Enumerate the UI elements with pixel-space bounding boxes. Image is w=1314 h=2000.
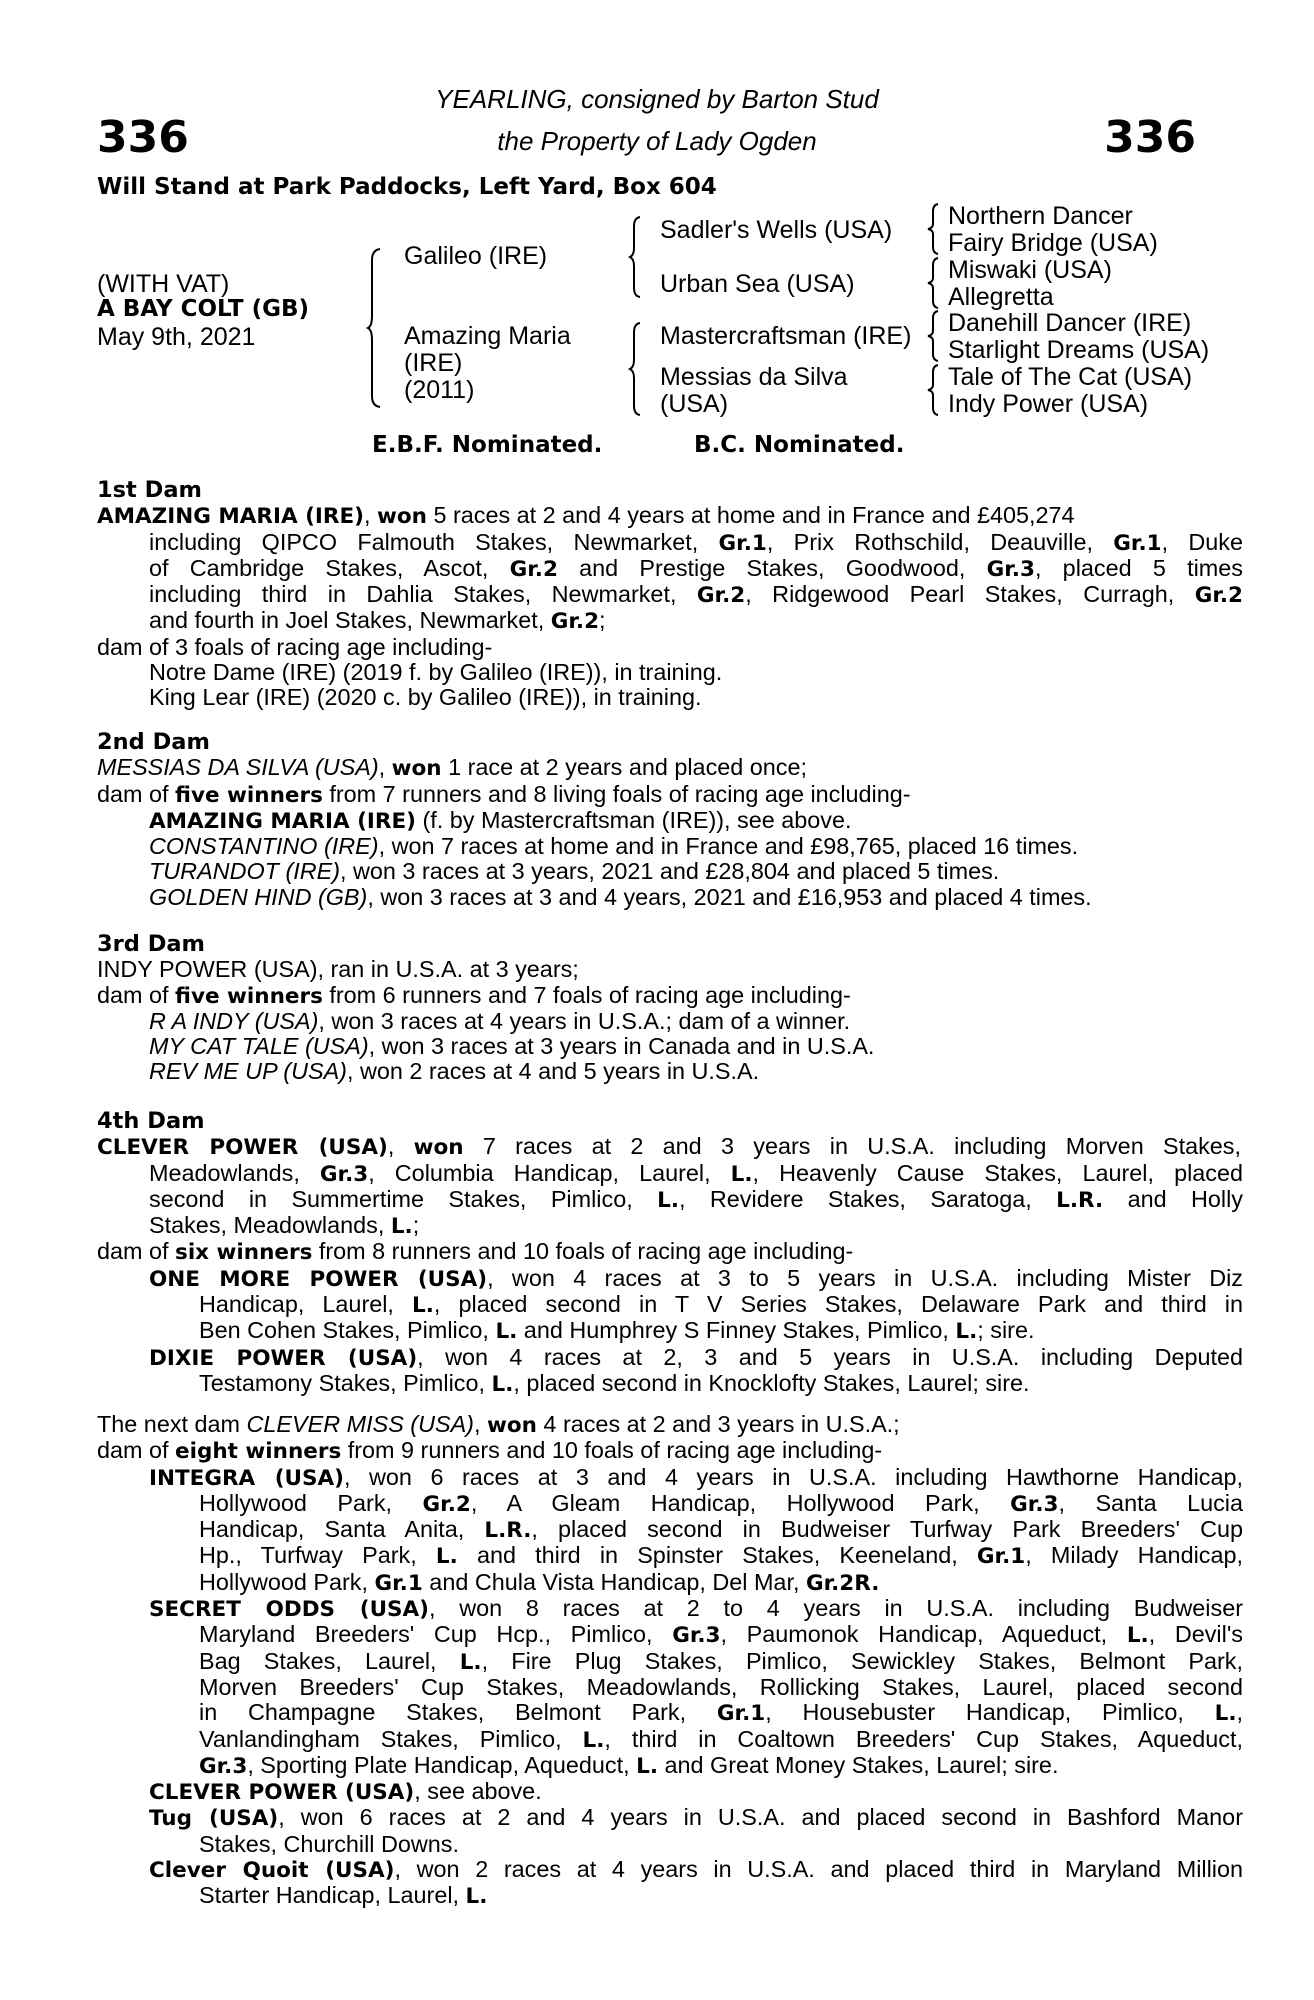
text-line: dam of five winners from 6 runners and 7 foals of racing age including- xyxy=(97,981,851,1009)
text-line: Gr.3, Sporting Plate Handicap, Aqueduct, L. and Great Money Stakes, Laurel; sire. xyxy=(199,1751,1059,1779)
text-line: MESSIAS DA SILVA (USA), won 1 race at 2 years and placed once; xyxy=(97,754,807,782)
text-line: Testamony Stakes, Pimlico, L., placed second in Knocklofty Stakes, Laurel; sire. xyxy=(199,1369,1030,1397)
text-line: Handicap, Laurel, L., placed second in T V Series Stakes, Delaware Park and third in xyxy=(199,1291,1244,1319)
text-line: Maryland Breeders' Cup Hcp., Pimlico, Gr.3, Paumonok Handicap, Aqueduct, L., Devil's xyxy=(199,1621,1243,1649)
text-line: The next dam CLEVER MISS (USA), won 4 races at 2 and 3 years in U.S.A.; xyxy=(97,1411,900,1438)
text-line: AMAZING MARIA (IRE), won 5 races at 2 and 4 years at home and in France and £405,274 xyxy=(97,502,1075,530)
text-line: Hollywood Park, Gr.1 and Chula Vista Handicap, Del Mar, Gr.2R. xyxy=(199,1568,880,1596)
ggp-7: Tale of The Cat (USA) xyxy=(948,363,1193,391)
text-line: King Lear (IRE) (2020 c. by Galileo (IRE)), in training. xyxy=(149,684,702,711)
fourth-dam-section xyxy=(97,1109,1243,1397)
next-dam-section xyxy=(97,1412,1243,1910)
text-line: Handicap, Santa Anita, L.R., placed second in Budweiser Turfway Park Breeders' Cup xyxy=(199,1516,1243,1544)
bracket-main xyxy=(368,248,384,408)
granddam-dam-1: Messias da Silva xyxy=(660,363,848,391)
ggp-4: Allegretta xyxy=(948,283,1054,311)
granddam-dam-2: (USA) xyxy=(660,390,729,418)
text-line: ONE MORE POWER (USA), won 4 races at 3 to 5 years in U.S.A. including Mister Diz xyxy=(149,1264,1243,1292)
first-dam-section xyxy=(97,478,1243,711)
text-line: Ben Cohen Stakes, Pimlico, L. and Humphrey S Finney Stakes, Pimlico, L.; sire. xyxy=(199,1317,1035,1345)
text-line: Hp., Turfway Park, L. and third in Spinster Stakes, Keeneland, Gr.1, Milady Handicap, xyxy=(199,1542,1243,1570)
grandsire-dam: Mastercraftsman (IRE) xyxy=(660,322,912,350)
bracket-ggp-4 xyxy=(928,364,942,416)
dam-name-1: Amazing Maria xyxy=(404,322,571,350)
text-line: including third in Dahlia Stakes, Newmarket, Gr.2, Ridgewood Pearl Stakes, Curragh, Gr.2 xyxy=(149,581,1243,609)
text-line: dam of six winners from 8 runners and 10 foals of racing age including- xyxy=(97,1238,854,1266)
bracket-ggp-3 xyxy=(928,310,942,362)
ggp-6: Starlight Dreams (USA) xyxy=(948,336,1210,364)
ggp-1: Northern Dancer xyxy=(948,202,1133,230)
text-line: INDY POWER (USA), ran in U.S.A. at 3 years; xyxy=(97,956,579,983)
bracket-ggp-2 xyxy=(928,257,942,309)
text-line: R A INDY (USA), won 3 races at 4 years in U.S.A.; dam of a winner. xyxy=(149,1007,851,1034)
lot-number-right: 336 xyxy=(1104,112,1196,163)
text-line: CLEVER POWER (USA), see above. xyxy=(149,1778,542,1806)
dam-year: (2011) xyxy=(404,376,475,404)
text-line: TURANDOT (IRE), won 3 races at 3 years, 2021 and £28,804 and placed 5 times. xyxy=(149,858,1000,885)
text-line: DIXIE POWER (USA), won 4 races at 2, 3 and 5 years in U.S.A. including Deputed xyxy=(149,1343,1243,1371)
text-line: of Cambridge Stakes, Ascot, Gr.2 and Prestige Stakes, Goodwood, Gr.3, placed 5 times xyxy=(149,554,1243,582)
text-line: Vanlandingham Stakes, Pimlico, L., third in Coaltown Breeders' Cup Stakes, Aqueduct, xyxy=(199,1725,1243,1753)
text-line: Hollywood Park, Gr.2, A Gleam Handicap, Hollywood Park, Gr.3, Santa Lucia xyxy=(199,1489,1244,1517)
ggp-2: Fairy Bridge (USA) xyxy=(948,229,1158,257)
text-line: Morven Breeders' Cup Stakes, Meadowlands, Rollicking Stakes, Laurel, placed second xyxy=(199,1673,1243,1700)
granddam-sire: Urban Sea (USA) xyxy=(660,270,855,298)
dam-name-2: (IRE) xyxy=(404,349,463,377)
ebf-nominated: E.B.F. Nominated. xyxy=(372,432,603,458)
second-dam-section xyxy=(97,730,1092,910)
text-line: GOLDEN HIND (GB), won 3 races at 3 and 4 years, 2021 and £16,953 and placed 4 times. xyxy=(149,883,1092,910)
text-line: SECRET ODDS (USA), won 8 races at 2 to 4 years in U.S.A. including Budweiser xyxy=(149,1595,1243,1623)
horse-name: A BAY COLT (GB) xyxy=(97,296,310,322)
section-heading: 1st Dam xyxy=(97,477,202,503)
text-line: CONSTANTINO (IRE), won 7 races at home and in France and £98,765, placed 16 times. xyxy=(149,833,1079,860)
text-line: Notre Dame (IRE) (2019 f. by Galileo (IRE)), in training. xyxy=(149,659,723,686)
third-dam-section xyxy=(97,932,874,1085)
text-line: dam of 3 foals of racing age including- xyxy=(97,633,493,660)
text-line: second in Summertime Stakes, Pimlico, L., Revidere Stakes, Saratoga, L.R. and Holly xyxy=(149,1185,1244,1213)
ggp-5: Danehill Dancer (IRE) xyxy=(948,309,1192,337)
text-line: MY CAT TALE (USA), won 3 races at 3 years in Canada and in U.S.A. xyxy=(149,1033,875,1060)
vat-label: (WITH VAT) xyxy=(97,270,230,298)
text-line: INTEGRA (USA), won 6 races at 3 and 4 years in U.S.A. including Hawthorne Handicap, xyxy=(149,1463,1243,1491)
ggp-8: Indy Power (USA) xyxy=(948,390,1149,418)
text-line: Bag Stakes, Laurel, L., Fire Plug Stakes, Pimlico, Sewickley Stakes, Belmont Park, xyxy=(199,1647,1243,1675)
text-line: dam of five winners from 7 runners and 8 living foals of racing age including- xyxy=(97,780,911,808)
text-line: Starter Handicap, Laurel, L. xyxy=(199,1882,488,1910)
text-line: AMAZING MARIA (IRE) (f. by Mastercraftsman (IRE)), see above. xyxy=(149,806,852,834)
text-line: CLEVER POWER (USA), won 7 races at 2 and 3 years in U.S.A. including Morven Stakes, xyxy=(97,1133,1241,1161)
text-line: including QIPCO Falmouth Stakes, Newmarket, Gr.1, Prix Rothschild, Deauville, Gr.1, Duke xyxy=(149,528,1243,556)
text-line: in Champagne Stakes, Belmont Park, Gr.1, Housebuster Handicap, Pimlico, L., xyxy=(199,1699,1243,1727)
bracket-sire xyxy=(630,216,644,298)
bracket-dam xyxy=(630,322,644,416)
bc-nominated: B.C. Nominated. xyxy=(694,432,905,458)
consignor-line: YEARLING, consigned by Barton Stud xyxy=(435,84,879,114)
section-heading: 3rd Dam xyxy=(97,931,205,957)
sire-name: Galileo (IRE) xyxy=(404,242,548,270)
grandsire-sire: Sadler's Wells (USA) xyxy=(660,216,893,244)
bracket-ggp-1 xyxy=(928,203,942,255)
text-line: Stakes, Churchill Downs. xyxy=(199,1830,459,1857)
text-line: Clever Quoit (USA), won 2 races at 4 years in U.S.A. and placed third in Maryland Million xyxy=(149,1856,1243,1884)
property-line: the Property of Lady Ogden xyxy=(497,126,817,156)
lot-number-left: 336 xyxy=(97,112,189,163)
stand-location: Will Stand at Park Paddocks, Left Yard, Box 604 xyxy=(97,174,717,200)
text-line: and fourth in Joel Stakes, Newmarket, Gr.2; xyxy=(149,607,606,635)
text-line: REV ME UP (USA), won 2 races at 4 and 5 years in U.S.A. xyxy=(149,1058,760,1085)
text-line: dam of eight winners from 9 runners and 10 foals of racing age including- xyxy=(97,1437,883,1465)
foaling-date: May 9th, 2021 xyxy=(97,323,256,351)
text-line: Stakes, Meadowlands, L.; xyxy=(149,1212,420,1240)
text-line: Tug (USA), won 6 races at 2 and 4 years in U.S.A. and placed second in Bashford Manor xyxy=(149,1804,1243,1832)
ggp-3: Miswaki (USA) xyxy=(948,256,1112,284)
section-heading: 4th Dam xyxy=(97,1108,205,1134)
section-heading: 2nd Dam xyxy=(97,729,210,755)
text-line: Meadowlands, Gr.3, Columbia Handicap, Laurel, L., Heavenly Cause Stakes, Laurel, placed xyxy=(149,1159,1243,1187)
